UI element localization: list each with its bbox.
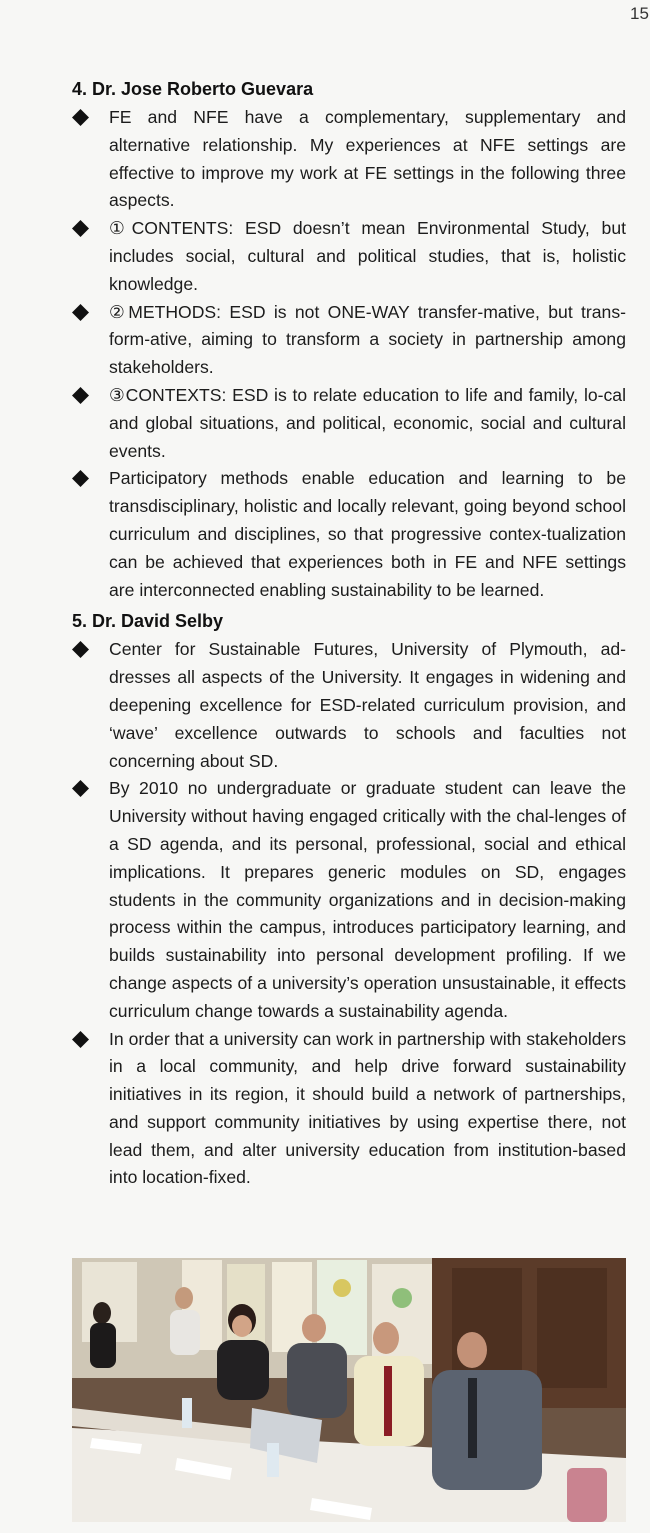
conference-photo-illustration bbox=[72, 1258, 626, 1522]
diamond-bullet-icon bbox=[72, 470, 89, 487]
bullet-list bbox=[72, 636, 626, 1192]
page-number: 15 bbox=[630, 4, 649, 23]
diamond-bullet-icon bbox=[72, 304, 89, 321]
section-heading: 4. Dr. Jose Roberto Guevara bbox=[72, 79, 314, 99]
list-item bbox=[72, 465, 626, 604]
list-item bbox=[72, 775, 626, 1025]
list-item bbox=[72, 104, 626, 215]
list-item bbox=[72, 1026, 626, 1193]
bullet-text: FE and NFE have a complementary, supplementary and alternative relationship. My experiences at NFE settings are effective to improve my work at FE settings in the following three aspects. bbox=[109, 107, 626, 211]
diamond-bullet-icon bbox=[72, 387, 89, 404]
bullet-text: By 2010 no undergraduate or graduate student can leave the University without having engaged critically with the chal-lenges of a SD agenda, and its personal, professional, social and ethical implications. It prepares generic modules on SD, engages students in the community organizations and in decision-making process within the campus, introduces participatory learning, and builds sustainability into personal development profiling. If we change aspects of a university’s operation unsustainable, it effects curriculum change towards a sustainability agenda. bbox=[109, 778, 626, 1021]
section-selby bbox=[72, 610, 626, 1192]
list-item bbox=[72, 636, 626, 775]
bullet-text: ①CONTENTS: ESD doesn’t mean Environmental Study, but includes social, cultural and political studies, that is, holistic knowledge. bbox=[109, 218, 626, 294]
document-content bbox=[72, 78, 626, 1198]
conference-photo bbox=[72, 1258, 626, 1522]
diamond-bullet-icon bbox=[72, 1031, 89, 1048]
list-item bbox=[72, 299, 626, 382]
section-guevara bbox=[72, 78, 626, 604]
bullet-text: In order that a university can work in partnership with stakeholders in a local community, and help drive forward sustainability initiatives in its region, it should build a network of partnerships, and support community initiatives by using expertise there, not lead them, and alter university education from institution-based into location-fixed. bbox=[109, 1028, 626, 1188]
list-item bbox=[72, 382, 626, 465]
bullet-list bbox=[72, 104, 626, 604]
bullet-text: Participatory methods enable education and learning to be transdisciplinary, holistic and locally relevant, going beyond school curriculum and disciplines, so that progressive contex-tualization can be achieved that experiences both in FE and NFE settings are interconnected enabling sustainability to be learned. bbox=[109, 468, 626, 600]
section-heading: 5. Dr. David Selby bbox=[72, 611, 224, 632]
diamond-bullet-icon bbox=[72, 220, 89, 237]
diamond-bullet-icon bbox=[72, 780, 89, 797]
bullet-text: ②METHODS: ESD is not ONE-WAY transfer-mative, but trans-form-ative, aiming to transform a society in partnership among stakeholders. bbox=[109, 301, 626, 378]
list-item bbox=[72, 215, 626, 298]
diamond-bullet-icon bbox=[72, 641, 89, 658]
diamond-bullet-icon bbox=[72, 109, 89, 126]
bullet-text: ③CONTEXTS: ESD is to relate education to life and family, lo-cal and global situations, and political, economic, social and cultural events. bbox=[109, 384, 626, 461]
bullet-text: Center for Sustainable Futures, University of Plymouth, ad-dresses all aspects of the University. It engages in widening and deepening excellence for ESD-related curriculum provision, and ‘wave’ excellence outwards to schools and faculties not concerning about SD. bbox=[109, 639, 626, 771]
